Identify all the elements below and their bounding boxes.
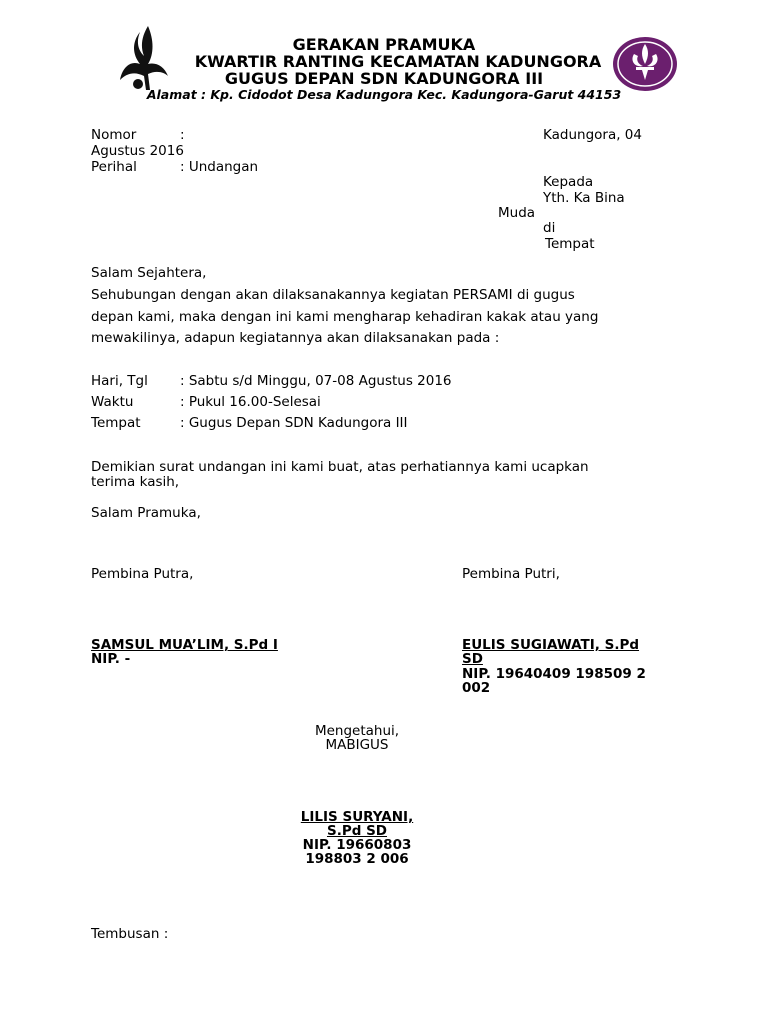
salam-pramuka: Salam Pramuka, <box>91 505 201 521</box>
right-signatory-nip-line2: 002 <box>462 680 491 696</box>
left-signatory-title: Pembina Putra, <box>91 566 194 582</box>
paragraph-line1: Sehubungan dengan akan dilaksanakannya kegiatan PERSAMI di gugus <box>91 287 575 303</box>
right-signatory-name-line1: EULIS SUGIAWATI, S.Pd <box>462 637 640 653</box>
perihal-label: Perihal <box>91 159 137 175</box>
center-signatory-nip-line2: 198803 2 006 <box>305 851 409 867</box>
recipient-line3: Muda <box>498 205 536 221</box>
right-signatory-nip-line1: NIP. 19640409 198509 2 <box>462 666 646 682</box>
center-mengetahui: Mengetahui, <box>314 723 400 739</box>
center-mabigus: MABIGUS <box>325 737 389 753</box>
closing-line1: Demikian surat undangan ini kami buat, atas perhatiannya kami ucapkan <box>91 459 589 475</box>
detail-label-waktu: Waktu <box>91 394 134 410</box>
center-signatory-name-line2: S.Pd SD <box>326 823 388 839</box>
recipient-line5: Tempat <box>545 236 595 252</box>
detail-label-tempat: Tempat <box>91 415 141 431</box>
recipient-line2: Yth. Ka Bina <box>543 190 625 206</box>
paragraph-line3: mewakilinya, adapun kegiatannya akan dilaksanakan pada : <box>91 330 500 346</box>
left-signatory-nip: NIP. - <box>91 651 131 667</box>
nomor-label: Nomor <box>91 127 137 143</box>
letterhead-line3: GUGUS DEPAN SDN KADUNGORA III <box>224 69 544 88</box>
center-signatory-nip-line1: NIP. 19660803 <box>302 837 412 853</box>
recipient-line1: Kepada <box>543 174 594 190</box>
greeting: Salam Sejahtera, <box>91 265 207 281</box>
center-signatory-name-line1: LILIS SURYANI, <box>300 809 414 825</box>
letterhead-line2: KWARTIR RANTING KECAMATAN KADUNGORA <box>194 52 602 71</box>
left-signatory-name: SAMSUL MUA’LIM, S.Pd I <box>91 637 278 653</box>
detail-value-tempat: : Gugus Depan SDN Kadungora III <box>180 415 408 431</box>
paragraph-line2: depan kami, maka dengan ini kami mengharap kehadiran kakak atau yang <box>91 309 599 325</box>
letterhead-line1: GERAKAN PRAMUKA <box>292 35 476 54</box>
tembusan: Tembusan : <box>91 926 169 942</box>
nomor-colon: : <box>180 127 185 143</box>
right-signatory-name-line2: SD <box>462 651 483 667</box>
place-date-line1: Kadungora, 04 <box>543 127 642 143</box>
place-date-line2: Agustus 2016 <box>91 143 184 159</box>
letterhead-address: Alamat : Kp. Cidodot Desa Kadungora Kec. Kadungora-Garut 44153 <box>146 87 622 102</box>
detail-label-hari: Hari, Tgl <box>91 373 148 389</box>
closing-line2: terima kasih, <box>91 474 180 490</box>
detail-value-hari: : Sabtu s/d Minggu, 07-08 Agustus 2016 <box>180 373 452 389</box>
recipient-line4: di <box>543 220 556 236</box>
right-signatory-title: Pembina Putri, <box>462 566 560 582</box>
detail-value-waktu: : Pukul 16.00-Selesai <box>180 394 321 410</box>
perihal-value: : Undangan <box>180 159 259 175</box>
